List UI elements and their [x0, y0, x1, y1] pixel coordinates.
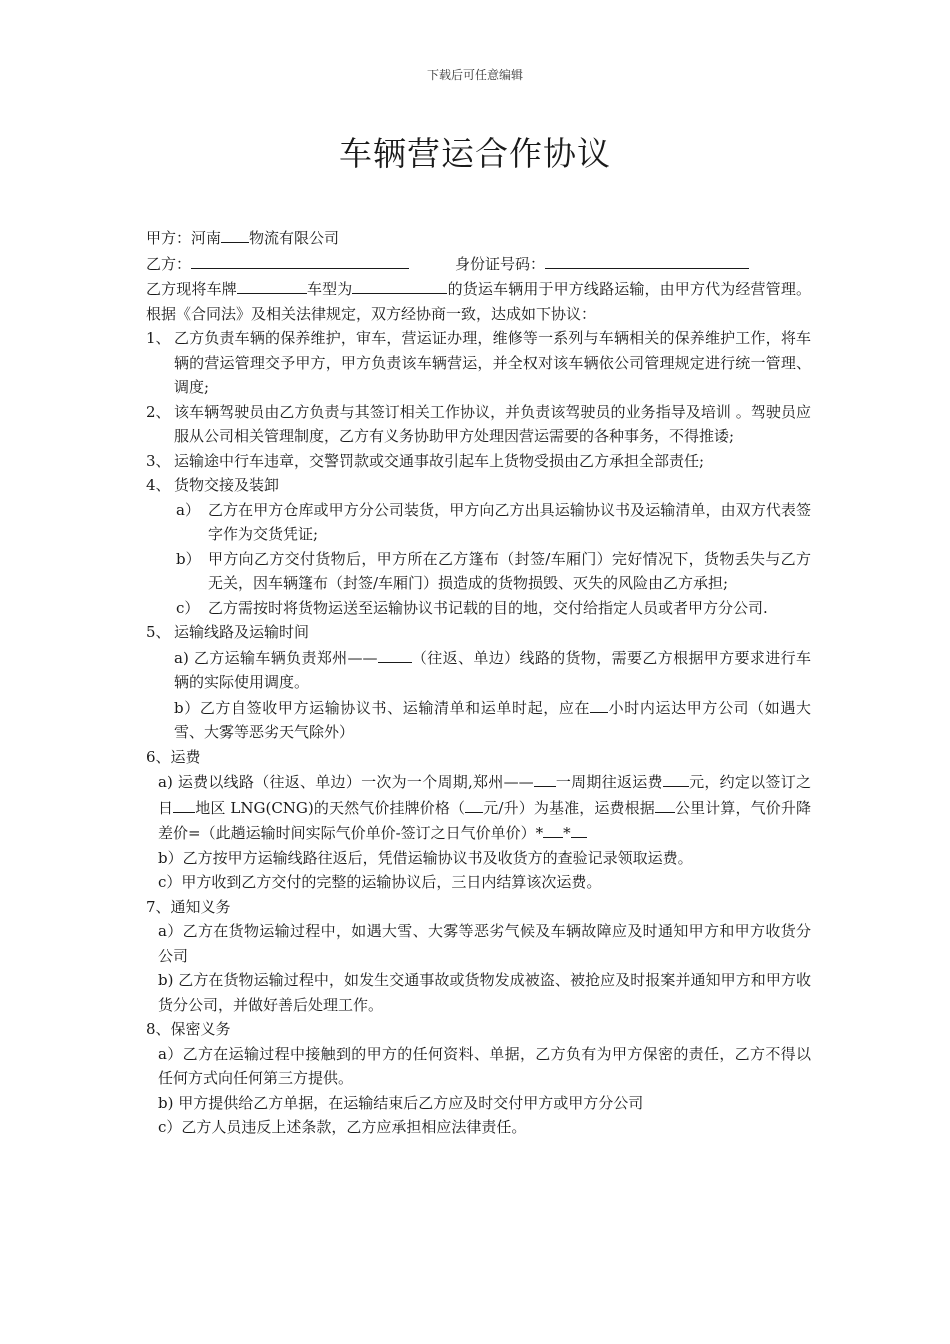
- distance-blank[interactable]: [655, 795, 675, 813]
- clause-6-heading: 6、运费: [146, 747, 201, 766]
- clause-4-c: c） 乙方需按时将货物运送至运输协议书记载的目的地，交付给指定人员或者甲方分公司.: [176, 598, 768, 617]
- agreement-body: [146, 225, 811, 1140]
- delivery-hours-blank[interactable]: [590, 695, 608, 713]
- clause-7-a: a）乙方在货物运输过程中，如遇大雪、大雾等恶劣气候及车辆故障应及时通知甲方和甲方收货分公司: [158, 922, 811, 965]
- clause-6-a: a) 运费以线路（往返、单边）一次为一个周期,郑州—— 一周期往返运费 元，约定以签订之日 地区 LNG(CNG)的天然气价挂牌价格（ 元/升）为基准，运费根据 公里计算，气价升降差价=（此趟运输时间实际气价单价-签订之日气价单价）* *: [146, 769, 811, 846]
- clause-4-b: b） 甲方向乙方交付货物后，甲方所在乙方篷布（封签/车厢门）完好情况下，货物丢失与乙方无关，因车辆篷布（封签/车厢门）损造成的货物损毁、灭失的风险由乙方承担;: [176, 549, 811, 592]
- clause-5: 5、 运输线路及运输时间: [146, 623, 310, 641]
- clause-2: 2、 该车辆驾驶员由乙方负责与其签订相关工作协议，并负责该驾驶员的业务指导及培训 。驾驶员应服从公司相关管理制度，乙方有义务协助甲方处理因营运需要的各种事务，不得推诿;: [146, 402, 811, 445]
- factor-blank-2[interactable]: [571, 820, 587, 838]
- gas-price-blank[interactable]: [465, 795, 483, 813]
- factor-blank-1[interactable]: [543, 820, 563, 838]
- clause-5-a: a) 乙方运输车辆负责郑州—— （往返、单边）线路的货物，需要乙方根据甲方要求进行车辆的实际使用调度。: [146, 645, 811, 695]
- clause-8-c: c）乙方人员违反上述条款，乙方应承担相应法律责任。: [158, 1118, 527, 1136]
- route-destination-blank[interactable]: [378, 645, 412, 663]
- region-blank[interactable]: [173, 795, 195, 813]
- clause-8-heading: 8、保密义务: [146, 1020, 231, 1038]
- clause-7-heading: 7、通知义务: [146, 897, 231, 916]
- clause-3: 3、 运输途中行车违章，交警罚款或交通事故引起车上货物受损由乙方承担全部责任;: [146, 451, 705, 470]
- id-number-blank[interactable]: [545, 251, 749, 269]
- clause-4-a: a） 乙方在甲方仓库或甲方分公司装货，甲方向乙方出具运输协议书及运输清单，由双方代表签字作为交货凭证;: [176, 500, 811, 543]
- party-a-line: 甲方：河南 物流有限公司: [146, 225, 811, 251]
- clause-7-b: b) 乙方在货物运输过程中，如发生交通事故或货物发成被盗、被抢应及时报案并通知甲方和甲方收货分公司，并做好善后处理工作。: [158, 971, 811, 1014]
- company-name-blank[interactable]: [221, 225, 249, 243]
- vehicle-model-blank[interactable]: [352, 276, 447, 294]
- party-b-name-blank[interactable]: [191, 251, 409, 269]
- clause-1: 1、 乙方负责车辆的保养维护，审车，营运证办理，维修等一系列与车辆相关的保养维护工作，将车辆的营运管理交予甲方，甲方负责该车辆营运，并全权对该车辆依公司管理规定进行统一管理、调度;: [146, 329, 811, 396]
- page-header: 下载后可任意编辑: [426, 68, 523, 82]
- clause-5-b: b）乙方自签收甲方运输协议书、运输清单和运单时起，应在 小时内运达甲方公司（如遇大雪、大雾等恶劣天气除外）: [146, 695, 811, 745]
- document-title: 车辆营运合作协议: [339, 134, 611, 173]
- intro-paragraph: 乙方现将车牌 车型为 的货运车辆用于甲方线路运输，由甲方代为经营管理。根据《合同法》及相关法律规定，双方经协商一致，达成如下协议：: [146, 276, 811, 326]
- clause-8-b: b) 甲方提供给乙方单据，在运输结束后乙方应及时交付甲方或甲方分公司: [158, 1093, 644, 1112]
- party-b-line: 乙方： 身份证号码：: [146, 251, 811, 277]
- clause-6-c: c）甲方收到乙方交付的完整的运输协议后，三日内结算该次运费。: [158, 873, 602, 891]
- freight-amount-blank[interactable]: [663, 769, 689, 787]
- clause-8-a: a）乙方在运输过程中接触到的甲方的任何资料、单据，乙方负有为甲方保密的责任，乙方不得以任何方式向任何第三方提供。: [158, 1044, 811, 1087]
- freight-route-blank[interactable]: [534, 769, 556, 787]
- clause-6-b: b）乙方按甲方运输线路往返后，凭借运输协议书及收货方的查验记录领取运费。: [158, 848, 693, 867]
- clause-4: 4、 货物交接及装卸: [146, 476, 280, 494]
- plate-number-blank[interactable]: [237, 276, 307, 294]
